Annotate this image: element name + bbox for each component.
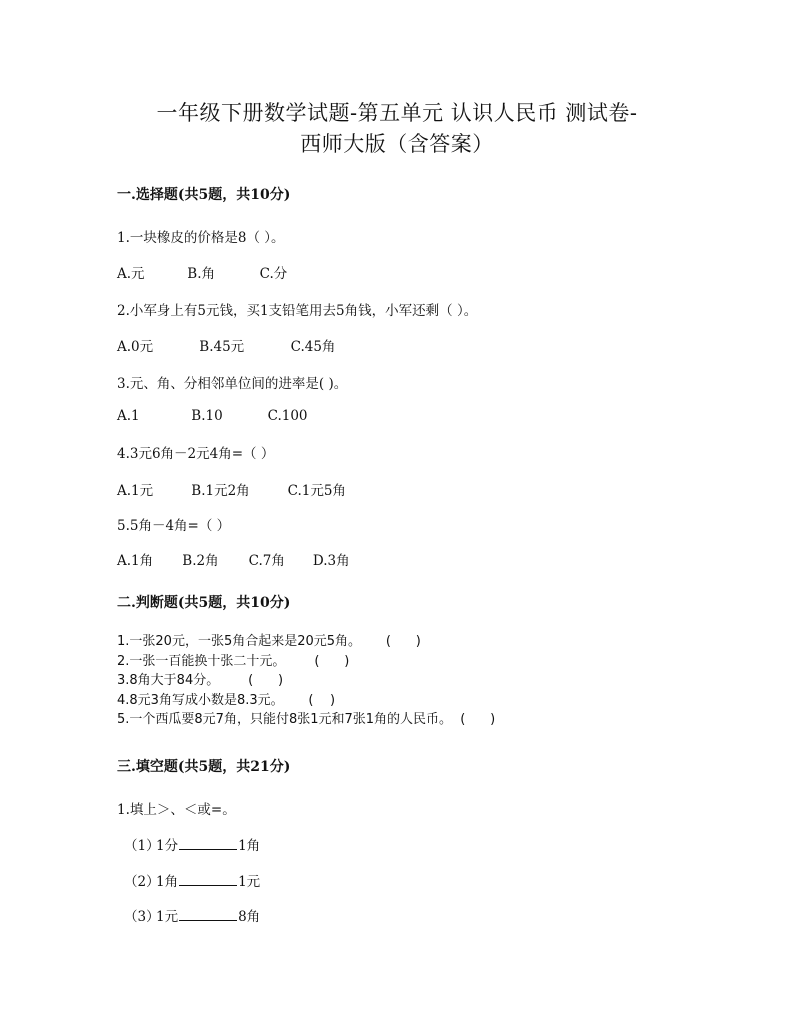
- option: A.1角: [117, 553, 154, 569]
- page-title-line2: 西师大版（含答案）: [300, 132, 494, 156]
- judgement-list: [117, 632, 495, 730]
- option: A.0元: [117, 339, 154, 355]
- section-heading-fill: 三.填空题(共5题，共21分): [117, 759, 291, 775]
- question-text: 4.3元6角－2元4角=（ ）: [117, 446, 275, 462]
- page-title-line1: 一年级下册数学试题-第五单元 认识人民币 测试卷-: [156, 101, 638, 125]
- question-text: 5.5角－4角=（ ）: [117, 518, 231, 534]
- question-text: 2.小军身上有5元钱，买1支铅笔用去5角钱，小军还剩（ ）。: [117, 303, 478, 319]
- item-number: （1）: [124, 838, 160, 854]
- item-right: 1元: [238, 874, 261, 890]
- option: B.45元: [199, 339, 245, 355]
- answer-blank[interactable]: [179, 835, 237, 850]
- question-text: 1.填上＞、＜或=。: [117, 802, 236, 818]
- option: C.7角: [248, 553, 285, 569]
- question-options: [117, 549, 350, 569]
- fill-item: [124, 870, 260, 890]
- item-left: 1分: [156, 838, 179, 854]
- option: B.角: [187, 266, 216, 282]
- question-options: [117, 408, 308, 424]
- answer-blank[interactable]: [179, 871, 237, 886]
- section-heading-judgement: 二.判断题(共5题，共10分): [117, 595, 291, 611]
- item-left: 1角: [156, 874, 179, 890]
- option: C.1元5角: [287, 483, 346, 499]
- option: D.3角: [312, 553, 350, 569]
- item-right: 8角: [238, 909, 261, 925]
- section-heading-choice: 一.选择题(共5题，共10分): [117, 187, 291, 203]
- list-item: 1.一张20元，一张5角合起来是20元5角。 ( ): [117, 634, 421, 649]
- item-left: 1元: [156, 909, 179, 925]
- item-number: （2）: [124, 874, 160, 890]
- option: C.45角: [290, 339, 336, 355]
- option: B.2角: [182, 553, 219, 569]
- option: A.1: [117, 408, 140, 424]
- list-item: 2.一张一百能换十张二十元。 ( ): [117, 653, 350, 669]
- question-options: [117, 335, 335, 355]
- option: C.分: [259, 266, 288, 282]
- option: A.1元: [117, 483, 154, 499]
- option: B.10: [191, 408, 223, 424]
- fill-item: [124, 905, 260, 925]
- option: B.1元2角: [191, 483, 250, 499]
- question-text: 1.一块橡皮的价格是8（ ）。: [117, 230, 285, 246]
- option: C.100: [267, 408, 308, 424]
- list-item: 3.8角大于84分。 ( ): [117, 673, 284, 689]
- question-text: 3.元、角、分相邻单位间的进率是( )。: [117, 376, 348, 392]
- item-right: 1角: [238, 838, 261, 854]
- fill-item: [124, 834, 260, 854]
- answer-blank[interactable]: [179, 906, 237, 921]
- list-item: 5.一个西瓜要8元7角，只能付8张1元和7张1角的人民币。 ( ): [117, 712, 496, 728]
- question-options: [117, 479, 346, 499]
- option: A.元: [117, 266, 145, 282]
- question-options: [117, 262, 287, 282]
- item-number: （3）: [124, 909, 160, 925]
- list-item: 4.8元3角写成小数是8.3元。 ( ): [117, 692, 336, 708]
